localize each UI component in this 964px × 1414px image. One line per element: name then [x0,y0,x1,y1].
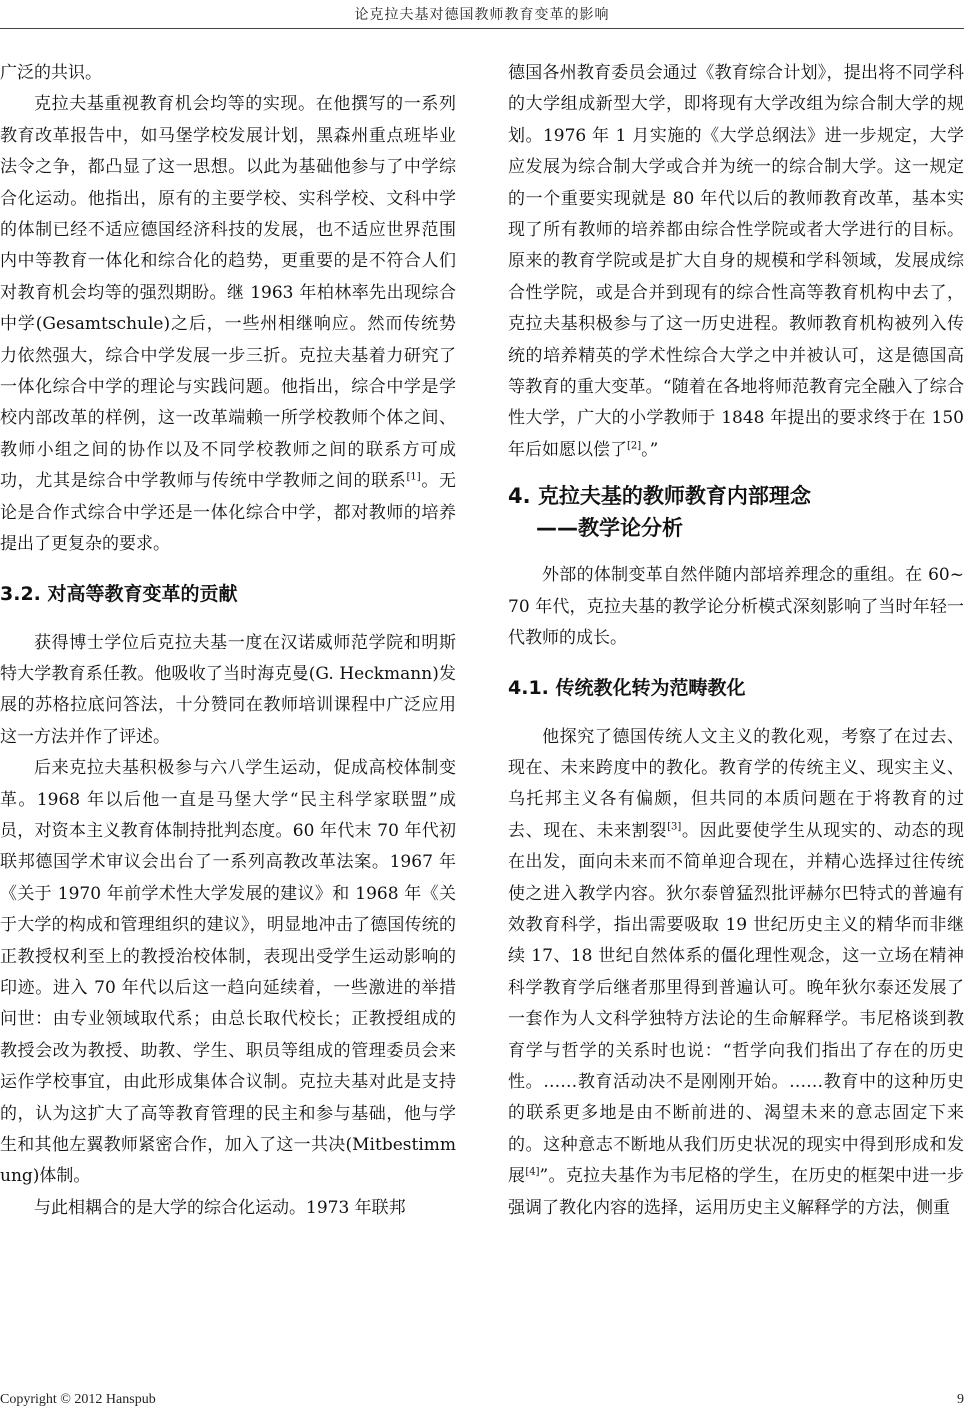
right-column [508,58,964,1224]
footer-copyright: Copyright © 2012 Hanspub [0,1392,156,1407]
paragraph-text: ”。克拉夫基作为韦尼格的学生，在历史的框架中进一步强调了教化内容的选择，运用历史主义解释学的方法，侧重 [508,1166,964,1218]
paragraph-text: 。” [641,439,659,460]
citation-1[interactable]: [1] [406,471,421,483]
header-rule [0,28,964,29]
paragraph-continued-right [508,58,964,466]
paragraph-comprehensive-university: 与此相耦合的是大学的综合化运动。1973 年联邦 [34,1197,406,1218]
paragraph-student-movement: 后来克拉夫基积极参与六八学生运动，促成高校体制变革。1968 年以后他一直是马堡大学“民主科学家联盟”成员，对资本主义教育体制持批判态度。60 年代末 70 年代初联邦德国学术审议会出台了一系列高教改革法案。1967 年《关于 1970 年前学术性大学发展的建议》和 1968 年《关于大学的构成和管理组织的建议》，明显地冲击了德国传统的正教授权利至上的教授治校体制，表现出受学生运动影响的印迹。进入 70 年代以后这一趋向延续着，一些激进的举措问世：由专业领域取代系；由总长取代校长；正教授组成的教授会改为教授、助教、学生、职员等组成的管理委员会来运作学校事宜，由此形成集体合议制。克拉夫基对此是支持的，认为这扩大了高等教育管理的民主和参与基础，他与学生和其他左翼教师紧密合作，加入了这一共决(Mitbestimmung)体制。 [0,758,456,1187]
paragraph-doctorate: 获得博士学位后克拉夫基一度在汉诺威师范学院和明斯特大学教育系任教。他吸收了当时海克曼(G. Heckmann)发展的苏格拉底问答法，十分赞同在教师培训课程中广泛应用这一方法并作了评述。 [0,632,456,747]
section-heading-4 [508,480,964,544]
citation-3[interactable]: [3] [667,821,682,833]
paragraph-text: 。因此要使学生从现实的、动态的现在出发，面向未来而不简单迎合现在，并精心选择过往传统使之进入教学内容。狄尔泰曾猛烈批评赫尔巴特式的普遍有效教育科学，指出需要吸取 19 世纪历史主义的精华而非继续 17、18 世纪自然体系的僵化理性观念，这一立场在精神科学教育学后继者那里得到普遍认可。晚年狄尔泰还发展了一套作为人文科学独特方法论的生命解释学。韦尼格谈到教育学与哲学的关系时也说：“哲学向我们指出了存在的历史性。……教育活动决不是刚刚开始。……教育中的这种历史的联系更多地是由不断前进的、渴望未来的意志固定下来的。这种意志不断地从我们历史状况的现实中得到形成和发展 [508,820,964,1187]
paragraph-equal-opportunity [0,89,456,560]
section-heading-4-line1: 4. 克拉夫基的教师教育内部理念 [508,484,811,509]
paragraph-text: 。无论是合作式综合中学还是一体化综合中学，都对教师的培养提出了更复杂的要求。 [0,471,457,555]
section-heading-3-2: 3.2. 对高等教育变革的贡献 [0,582,238,605]
citation-2[interactable]: [2] [627,440,642,452]
citation-4[interactable]: [4] [525,1166,540,1178]
section-heading-4-line2: ——教学论分析 [536,516,683,541]
paragraph-text: 德国各州教育委员会通过《教育综合计划》，提出将不同学科的大学组成新型大学，即将现有大学改组为综合制大学的规划。1976 年 1 月实施的《大学总纲法》进一步规定，大学应发展为综合制大学或合并为统一的综合制大学。这一规定的一个重要实现就是 80 年代以后的教师教育改革，基本实现了所有教师的培养都由综合性学院或者大学进行的目标。原来的教育学院或是扩大自身的规模和学科领域，发展成综合性学院，或是合并到现有的综合性高等教育机构中去了，克拉夫基积极参与了这一历史进程。教师教育机构被列入传统的培养精英的学术性综合大学之中并被认可，这是德国高等教育的重大变革。“随着在各地将师范教育完全融入了综合性大学，广大的小学教师于 1848 年提出的要求终于在 150 年后如愿以偿了 [508,63,964,460]
left-column [0,58,456,1224]
paragraph-internal-reform: 外部的体制变革自然伴随内部培养理念的重组。在 60~70 年代，克拉夫基的教学论分析模式深刻影响了当时年轻一代教师的成长。 [508,565,964,649]
paragraph-continued: 广泛的共识。 [0,63,102,83]
page-number: 9 [957,1392,964,1407]
running-header: 论克拉夫基对德国教师教育变革的影响 [354,7,610,23]
paragraph-bildung [508,722,964,1225]
section-heading-4-1: 4.1. 传统教化转为范畴教化 [508,676,746,699]
paragraph-text: 克拉夫基重视教育机会均等的实现。在他撰写的一系列教育改革报告中，如马堡学校发展计划，黑森州重点班毕业法令之争，都凸显了这一思想。以此为基础他参与了中学综合化运动。他指出，原有的主要学校、实科学校、文科中学的体制已经不适应德国经济科技的发展，也不适应世界范围内中等教育一体化和综合化的趋势，更重要的是不符合人们对教育机会均等的强烈期盼。继 1963 年柏林率先出现综合中学(Gesamtschule)之后，一些州相继响应。然而传统势力依然强大，综合中学发展一步三折。克拉夫基着力研究了一体化综合中学的理论与实践问题。他指出，综合中学是学校内部改革的样例，这一改革端赖一所学校教师个体之间、教师小组之间的协作以及不同学校教师之间的联系方可成功，尤其是综合中学教师与传统中学教师之间的联系 [0,94,456,492]
paragraph-text: 他探究了德国传统人文主义的教化观，考察了在过去、现在、未来跨度中的教化。教育学的传统主义、现实主义、乌托邦主义各有偏颇，但共同的本质问题在于将教育的过去、现在、未来割裂 [508,726,964,841]
